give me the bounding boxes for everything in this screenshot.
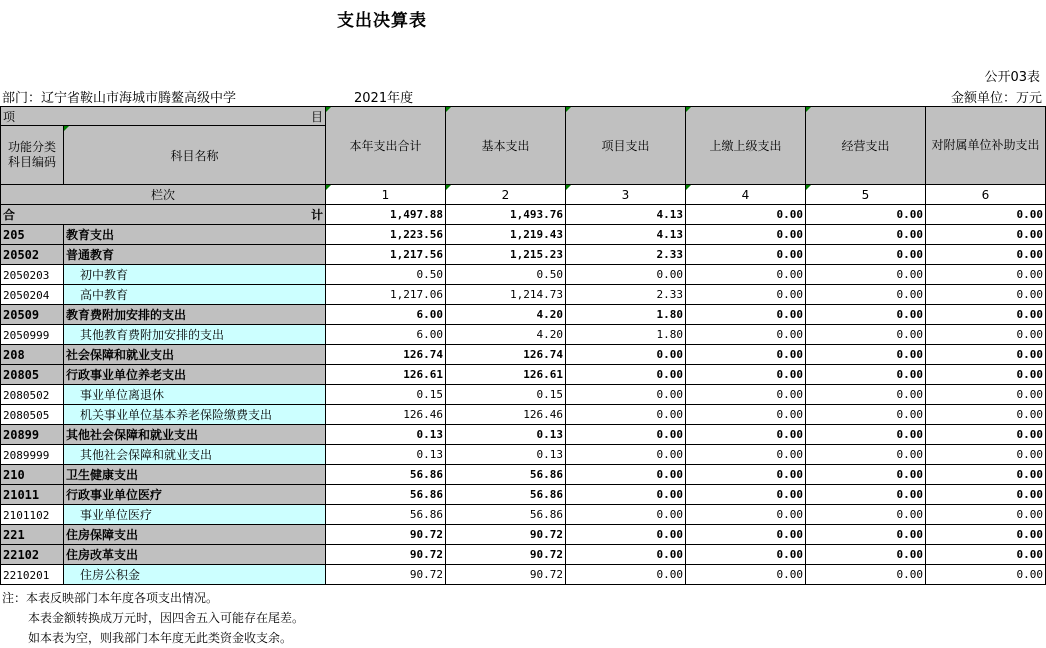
row-value-6: 0.00 [926, 565, 1046, 585]
row-value-1: 126.46 [326, 405, 446, 425]
row-value-5: 0.00 [806, 285, 926, 305]
row-subject-name: 初中教育 [64, 265, 326, 285]
row-value-3: 0.00 [566, 425, 686, 445]
row-subject-name: 事业单位离退休 [64, 385, 326, 405]
footnote-2: 本表金额转换成万元时，因四舍五入可能存在尾差。 [28, 611, 305, 625]
row-code-cell [1, 365, 64, 385]
row-value-2: 4.20 [446, 325, 566, 345]
row-value-5: 0.00 [806, 345, 926, 365]
row-value-6: 0.00 [926, 385, 1046, 405]
row-code-cell [1, 265, 64, 285]
row-value-2: 4.20 [446, 305, 566, 325]
row-value-1: 126.74 [326, 345, 446, 365]
row-value-5: 0.00 [806, 225, 926, 245]
row-value-5: 0.00 [806, 565, 926, 585]
row-subject-name: 高中教育 [64, 285, 326, 305]
col-number-5: 5 [806, 185, 926, 205]
table-row [1, 265, 1046, 285]
table-row [1, 445, 1046, 465]
form-code: 公开03表 [984, 70, 1040, 85]
col-header-6: 对附属单位补助支出 [926, 107, 1046, 185]
row-value-4: 0.00 [686, 485, 806, 505]
row-code-cell [1, 565, 64, 585]
row-subject-name: 行政事业单位养老支出 [64, 365, 326, 385]
row-code: 20509 [3, 307, 40, 322]
row-code: 20899 [3, 427, 40, 442]
row-value-2: 0.13 [446, 445, 566, 465]
row-value-6: 0.00 [926, 285, 1046, 305]
row-code: 2080505 [3, 408, 50, 422]
row-value-5: 0.00 [806, 265, 926, 285]
row-value-1: 126.61 [326, 365, 446, 385]
total-value-6: 0.00 [926, 205, 1046, 225]
row-value-4: 0.00 [686, 545, 806, 565]
row-subject-name: 教育费附加安排的支出 [64, 305, 326, 325]
row-code: 2050203 [3, 268, 50, 282]
row-value-3: 0.00 [566, 505, 686, 525]
row-code-cell [1, 285, 64, 305]
row-code: 2089999 [3, 448, 50, 462]
row-code-cell [1, 485, 64, 505]
row-value-3: 0.00 [566, 565, 686, 585]
total-value-2: 1,493.76 [446, 205, 566, 225]
row-value-3: 1.80 [566, 305, 686, 325]
row-value-3: 4.13 [566, 225, 686, 245]
total-label-right: 计 [310, 208, 323, 222]
row-code-cell [1, 245, 64, 265]
table-row [1, 465, 1046, 485]
table-row [1, 485, 1046, 505]
row-value-2: 0.13 [446, 425, 566, 445]
table-row [1, 565, 1046, 585]
row-code-cell [1, 425, 64, 445]
total-label-left: 合 [3, 208, 16, 222]
row-value-6: 0.00 [926, 245, 1046, 265]
row-value-5: 0.00 [806, 365, 926, 385]
row-value-4: 0.00 [686, 245, 806, 265]
row-code: 2210201 [3, 568, 50, 582]
row-value-5: 0.00 [806, 545, 926, 565]
header-lanci: 栏次 [1, 185, 326, 205]
row-value-2: 56.86 [446, 485, 566, 505]
row-value-1: 0.13 [326, 425, 446, 445]
row-value-6: 0.00 [926, 305, 1046, 325]
col-number-1: 1 [326, 185, 446, 205]
row-value-1: 90.72 [326, 565, 446, 585]
row-subject-name: 其他教育费附加安排的支出 [64, 325, 326, 345]
row-value-3: 0.00 [566, 265, 686, 285]
page-title: 支出决算表 [337, 11, 427, 31]
row-subject-name: 住房保障支出 [64, 525, 326, 545]
row-value-6: 0.00 [926, 325, 1046, 345]
row-value-6: 0.00 [926, 405, 1046, 425]
total-value-4: 0.00 [686, 205, 806, 225]
table-row [1, 345, 1046, 365]
row-value-6: 0.00 [926, 525, 1046, 545]
row-subject-name: 事业单位医疗 [64, 505, 326, 525]
row-value-1: 0.13 [326, 445, 446, 465]
row-code-cell [1, 345, 64, 365]
row-value-3: 0.00 [566, 405, 686, 425]
row-value-3: 1.80 [566, 325, 686, 345]
row-value-3: 0.00 [566, 365, 686, 385]
table-row [1, 505, 1046, 525]
unit-label: 金额单位：万元 [950, 91, 1042, 106]
row-value-4: 0.00 [686, 225, 806, 245]
table-row [1, 405, 1046, 425]
row-value-5: 0.00 [806, 425, 926, 445]
table-row [1, 305, 1046, 325]
row-value-2: 56.86 [446, 505, 566, 525]
row-code: 21011 [3, 487, 40, 502]
row-value-6: 0.00 [926, 265, 1046, 285]
table-row [1, 325, 1046, 345]
row-value-1: 90.72 [326, 545, 446, 565]
col-header-1: 本年支出合计 [326, 107, 446, 185]
row-value-3: 0.00 [566, 545, 686, 565]
row-value-5: 0.00 [806, 445, 926, 465]
row-value-5: 0.00 [806, 485, 926, 505]
row-value-4: 0.00 [686, 445, 806, 465]
row-value-4: 0.00 [686, 385, 806, 405]
row-code-cell [1, 505, 64, 525]
year-label: 2021年度 [354, 91, 414, 106]
header-row-item [1, 107, 1046, 126]
row-value-5: 0.00 [806, 505, 926, 525]
row-subject-name: 社会保障和就业支出 [64, 345, 326, 365]
department-label: 部门：辽宁省鞍山市海城市腾鳌高级中学 [2, 91, 237, 106]
col-header-5: 经营支出 [806, 107, 926, 185]
total-row [1, 205, 1046, 225]
row-value-4: 0.00 [686, 305, 806, 325]
header-item-end-label: 目 [310, 109, 323, 124]
row-value-1: 90.72 [326, 525, 446, 545]
row-value-3: 0.00 [566, 465, 686, 485]
row-value-3: 2.33 [566, 285, 686, 305]
row-value-2: 0.50 [446, 265, 566, 285]
header-item-label: 项 [3, 109, 16, 124]
row-code: 210 [3, 467, 25, 482]
col-number-3: 3 [566, 185, 686, 205]
row-code: 2050999 [3, 328, 50, 342]
col-number-4: 4 [686, 185, 806, 205]
row-value-3: 0.00 [566, 385, 686, 405]
row-value-1: 6.00 [326, 305, 446, 325]
row-value-4: 0.00 [686, 425, 806, 445]
row-subject-name: 教育支出 [64, 225, 326, 245]
row-value-6: 0.00 [926, 485, 1046, 505]
row-subject-name: 其他社会保障和就业支出 [64, 425, 326, 445]
row-value-5: 0.00 [806, 245, 926, 265]
row-value-6: 0.00 [926, 545, 1046, 565]
row-code-cell [1, 385, 64, 405]
total-value-3: 4.13 [566, 205, 686, 225]
expenditure-table [0, 106, 1046, 585]
row-code: 20805 [3, 367, 40, 382]
row-value-3: 0.00 [566, 445, 686, 465]
row-value-4: 0.00 [686, 565, 806, 585]
row-value-1: 0.50 [326, 265, 446, 285]
row-code-cell [1, 225, 64, 245]
row-value-4: 0.00 [686, 345, 806, 365]
row-code-cell [1, 465, 64, 485]
col-header-2: 基本支出 [446, 107, 566, 185]
row-value-3: 0.00 [566, 345, 686, 365]
table-row [1, 225, 1046, 245]
table-row [1, 285, 1046, 305]
table-row [1, 425, 1046, 445]
row-value-2: 1,219.43 [446, 225, 566, 245]
row-value-6: 0.00 [926, 365, 1046, 385]
table-row [1, 525, 1046, 545]
header-func-code: 功能分类 科目编码 [1, 126, 64, 185]
row-value-6: 0.00 [926, 425, 1046, 445]
row-value-1: 6.00 [326, 325, 446, 345]
header-row-lanci [1, 185, 1046, 205]
table-row [1, 245, 1046, 265]
col-number-2: 2 [446, 185, 566, 205]
row-code: 208 [3, 347, 25, 362]
row-value-5: 0.00 [806, 305, 926, 325]
row-code-cell [1, 445, 64, 465]
row-value-6: 0.00 [926, 345, 1046, 365]
row-value-4: 0.00 [686, 465, 806, 485]
total-label-cell [1, 205, 326, 225]
row-value-4: 0.00 [686, 505, 806, 525]
row-value-4: 0.00 [686, 265, 806, 285]
row-value-6: 0.00 [926, 445, 1046, 465]
row-value-5: 0.00 [806, 385, 926, 405]
row-value-3: 2.33 [566, 245, 686, 265]
row-value-1: 1,217.06 [326, 285, 446, 305]
row-value-4: 0.00 [686, 365, 806, 385]
row-code: 2080502 [3, 388, 50, 402]
row-subject-name: 卫生健康支出 [64, 465, 326, 485]
footnote-1: 注：本表反映部门本年度各项支出情况。 [2, 591, 219, 605]
row-value-5: 0.00 [806, 325, 926, 345]
row-code-cell [1, 525, 64, 545]
table-row [1, 545, 1046, 565]
row-code-cell [1, 545, 64, 565]
row-value-2: 90.72 [446, 565, 566, 585]
header-subject-name: 科目名称 [64, 126, 326, 185]
table-row [1, 365, 1046, 385]
row-code-cell [1, 405, 64, 425]
row-value-2: 90.72 [446, 525, 566, 545]
row-code: 2050204 [3, 288, 50, 302]
row-value-1: 56.86 [326, 505, 446, 525]
row-subject-name: 住房公积金 [64, 565, 326, 585]
row-value-1: 1,223.56 [326, 225, 446, 245]
row-value-5: 0.00 [806, 405, 926, 425]
row-value-6: 0.00 [926, 225, 1046, 245]
row-value-4: 0.00 [686, 325, 806, 345]
row-value-1: 0.15 [326, 385, 446, 405]
total-value-1: 1,497.88 [326, 205, 446, 225]
row-value-1: 56.86 [326, 485, 446, 505]
row-code: 2101102 [3, 508, 50, 522]
row-value-4: 0.00 [686, 405, 806, 425]
row-value-2: 126.46 [446, 405, 566, 425]
row-value-6: 0.00 [926, 465, 1046, 485]
row-value-5: 0.00 [806, 465, 926, 485]
row-subject-name: 普通教育 [64, 245, 326, 265]
row-value-4: 0.00 [686, 285, 806, 305]
row-value-2: 56.86 [446, 465, 566, 485]
row-subject-name: 行政事业单位医疗 [64, 485, 326, 505]
row-value-2: 1,214.73 [446, 285, 566, 305]
row-value-2: 126.74 [446, 345, 566, 365]
row-code-cell [1, 305, 64, 325]
row-value-3: 0.00 [566, 485, 686, 505]
table-row [1, 385, 1046, 405]
footnotes [2, 588, 304, 648]
row-value-4: 0.00 [686, 525, 806, 545]
row-value-2: 0.15 [446, 385, 566, 405]
col-number-6: 6 [926, 185, 1046, 205]
row-subject-name: 机关事业单位基本养老保险缴费支出 [64, 405, 326, 425]
row-value-2: 90.72 [446, 545, 566, 565]
row-code: 221 [3, 527, 25, 542]
row-value-1: 1,217.56 [326, 245, 446, 265]
row-value-2: 1,215.23 [446, 245, 566, 265]
row-code: 22102 [3, 547, 40, 562]
col-header-4: 上缴上级支出 [686, 107, 806, 185]
row-code-cell [1, 325, 64, 345]
row-value-1: 56.86 [326, 465, 446, 485]
row-subject-name: 其他社会保障和就业支出 [64, 445, 326, 465]
header-item-cell [1, 107, 326, 126]
total-value-5: 0.00 [806, 205, 926, 225]
row-code: 20502 [3, 247, 40, 262]
col-header-3: 项目支出 [566, 107, 686, 185]
row-value-3: 0.00 [566, 525, 686, 545]
row-code: 205 [3, 227, 25, 242]
row-value-5: 0.00 [806, 525, 926, 545]
footnote-3: 如本表为空，则我部门本年度无此类资金收支余。 [28, 631, 293, 645]
row-subject-name: 住房改革支出 [64, 545, 326, 565]
row-value-6: 0.00 [926, 505, 1046, 525]
row-value-2: 126.61 [446, 365, 566, 385]
